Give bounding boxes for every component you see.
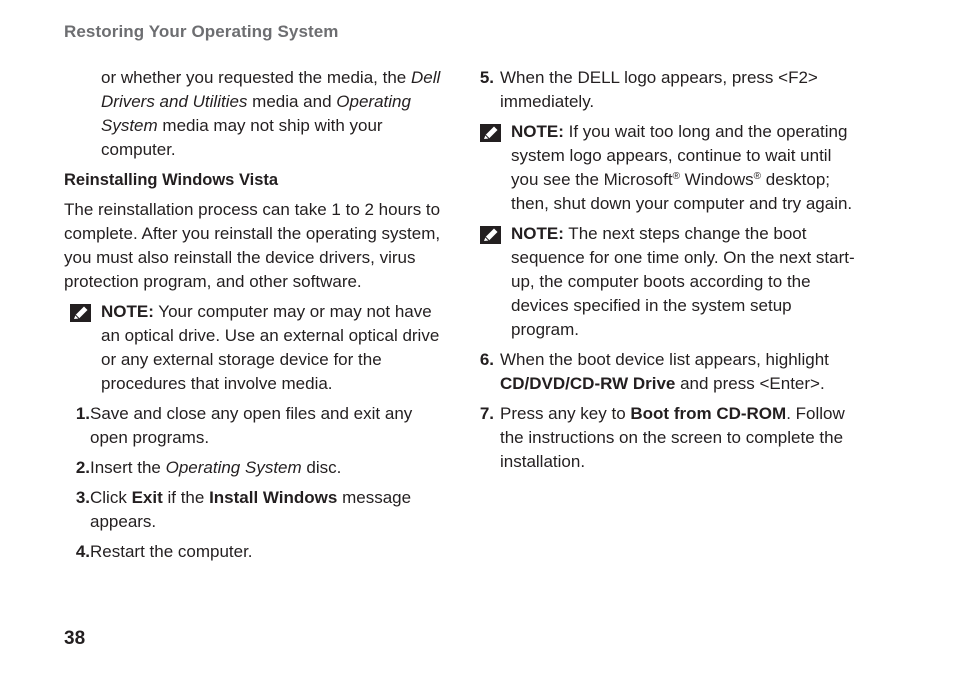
step-number: 5. (479, 68, 494, 87)
page-number: 38 (64, 628, 86, 649)
right-column (478, 66, 863, 480)
note-boot-sequence (478, 222, 863, 342)
step-text: Save and close any open files and exit any open programs. (90, 404, 413, 447)
step-6: 6. When the boot device list appears, highlight CD/DVD/CD-RW Drive and press <Enter>. (479, 350, 829, 393)
step-number: 4. (75, 542, 90, 561)
left-column (64, 66, 446, 570)
note-text: The next steps change the boot sequence for one time only. On the next start-up, the computer boots according to the devices specified in the system setup program. (511, 224, 855, 339)
step-number: 2. (75, 458, 90, 477)
step-4 (64, 540, 446, 564)
running-head: Restoring Your Operating System (64, 22, 339, 41)
note-wait-logo: NOTE: If you wait too long and the operating system logo appears, continue to wait until you see the Microsoft® Windows® desktop; then, shut down your computer and try again. (478, 120, 863, 216)
note-label: NOTE: (511, 224, 564, 243)
step-text: Restart the computer. (90, 542, 253, 561)
step-3: 3. Click Exit if the Install Windows message appears. (64, 486, 446, 534)
step-7: 7. Press any key to Boot from CD-ROM. Follow the instructions on the screen to complete the installation. (479, 404, 845, 471)
note-pencil-icon (70, 304, 91, 322)
step-5 (478, 66, 863, 114)
section-heading: Reinstalling Windows Vista (64, 171, 279, 189)
note-optical-drive (64, 300, 446, 396)
continuation-paragraph: or whether you requested the media, the Dell Drivers and Utilities media and Operating System media may not ship with your computer. (101, 68, 441, 159)
step-text: When the DELL logo appears, press <F2> immediately. (500, 68, 818, 111)
note-pencil-icon (480, 226, 501, 244)
note-text: Your computer may or may not have an optical drive. Use an external optical drive or any external storage device for the procedures that involve media. (101, 302, 440, 393)
note-label: NOTE: (511, 122, 564, 141)
step-number: 3. (75, 488, 90, 507)
note-pencil-icon (480, 124, 501, 142)
step-1 (64, 402, 446, 450)
body-paragraph: The reinstallation process can take 1 to 2 hours to complete. After you reinstall the operating system, you must also reinstall the device drivers, virus protection program, and other software. (64, 200, 441, 291)
step-2: 2. Insert the Operating System disc. (64, 456, 446, 480)
step-number: 7. (479, 404, 494, 423)
step-number: 6. (479, 350, 494, 369)
step-number: 1. (75, 404, 90, 423)
note-label: NOTE: (101, 302, 154, 321)
